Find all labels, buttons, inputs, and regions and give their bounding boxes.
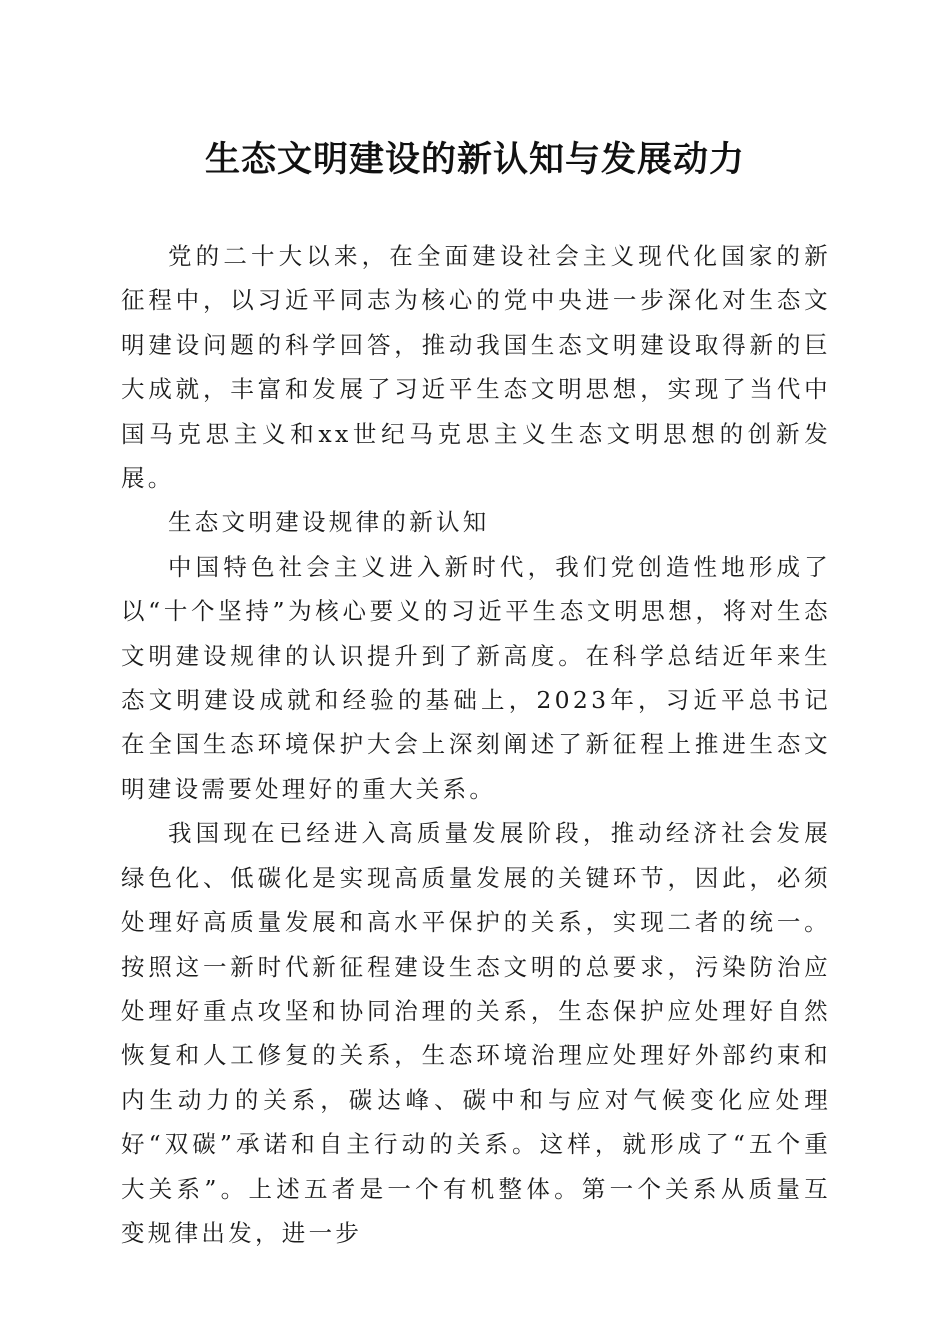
paragraph-high-quality-development: 我国现在已经进入高质量发展阶段，推动经济社会发展绿色化、低碳化是实现高质量发展的关键环节，因此，必须处理好高质量发展和高水平保护的关系，实现二者的统一。按照这一新时代新征程建设生态文明的总要求，污染防治应处理好重点攻坚和协同治理的关系，生态保护应处理好自然恢复和人工修复的关系，生态环境治理应处理好外部约束和内生动力的关系，碳达峰、碳中和与应对气候变化应处理好“双碳”承诺和自主行动的关系。这样，就形成了“五个重大关系”。上述五者是一个有机整体。第一个关系从质量互变规律出发，进一步 [121,819,832,1247]
paragraph-new-era: 中国特色社会主义进入新时代，我们党创造性地形成了以“十个坚持”为核心要义的习近平生态文明思想，将对生态文明建设规律的认识提升到了新高度。在科学总结近年来生态文明建设成就和经验的基础上，2023年，习近平总书记在全国生态环境保护大会上深刻阐述了新征程上推进生态文明建设需要处理好的重大关系。 [121,552,831,803]
document-title: 生态文明建设的新认知与发展动力 [204,139,745,180]
section-heading: 生态文明建设规律的新认知 [168,508,490,537]
document-body [121,234,831,1255]
paragraph-intro: 党的二十大以来，在全面建设社会主义现代化国家的新征程中，以习近平同志为核心的党中央进一步深化对生态文明建设问题的科学回答，推动我国生态文明建设取得新的巨大成就，丰富和发展了习近平生态文明思想，实现了当代中国马克思主义和xx世纪马克思主义生态文明思想的创新发展。 [121,242,831,493]
